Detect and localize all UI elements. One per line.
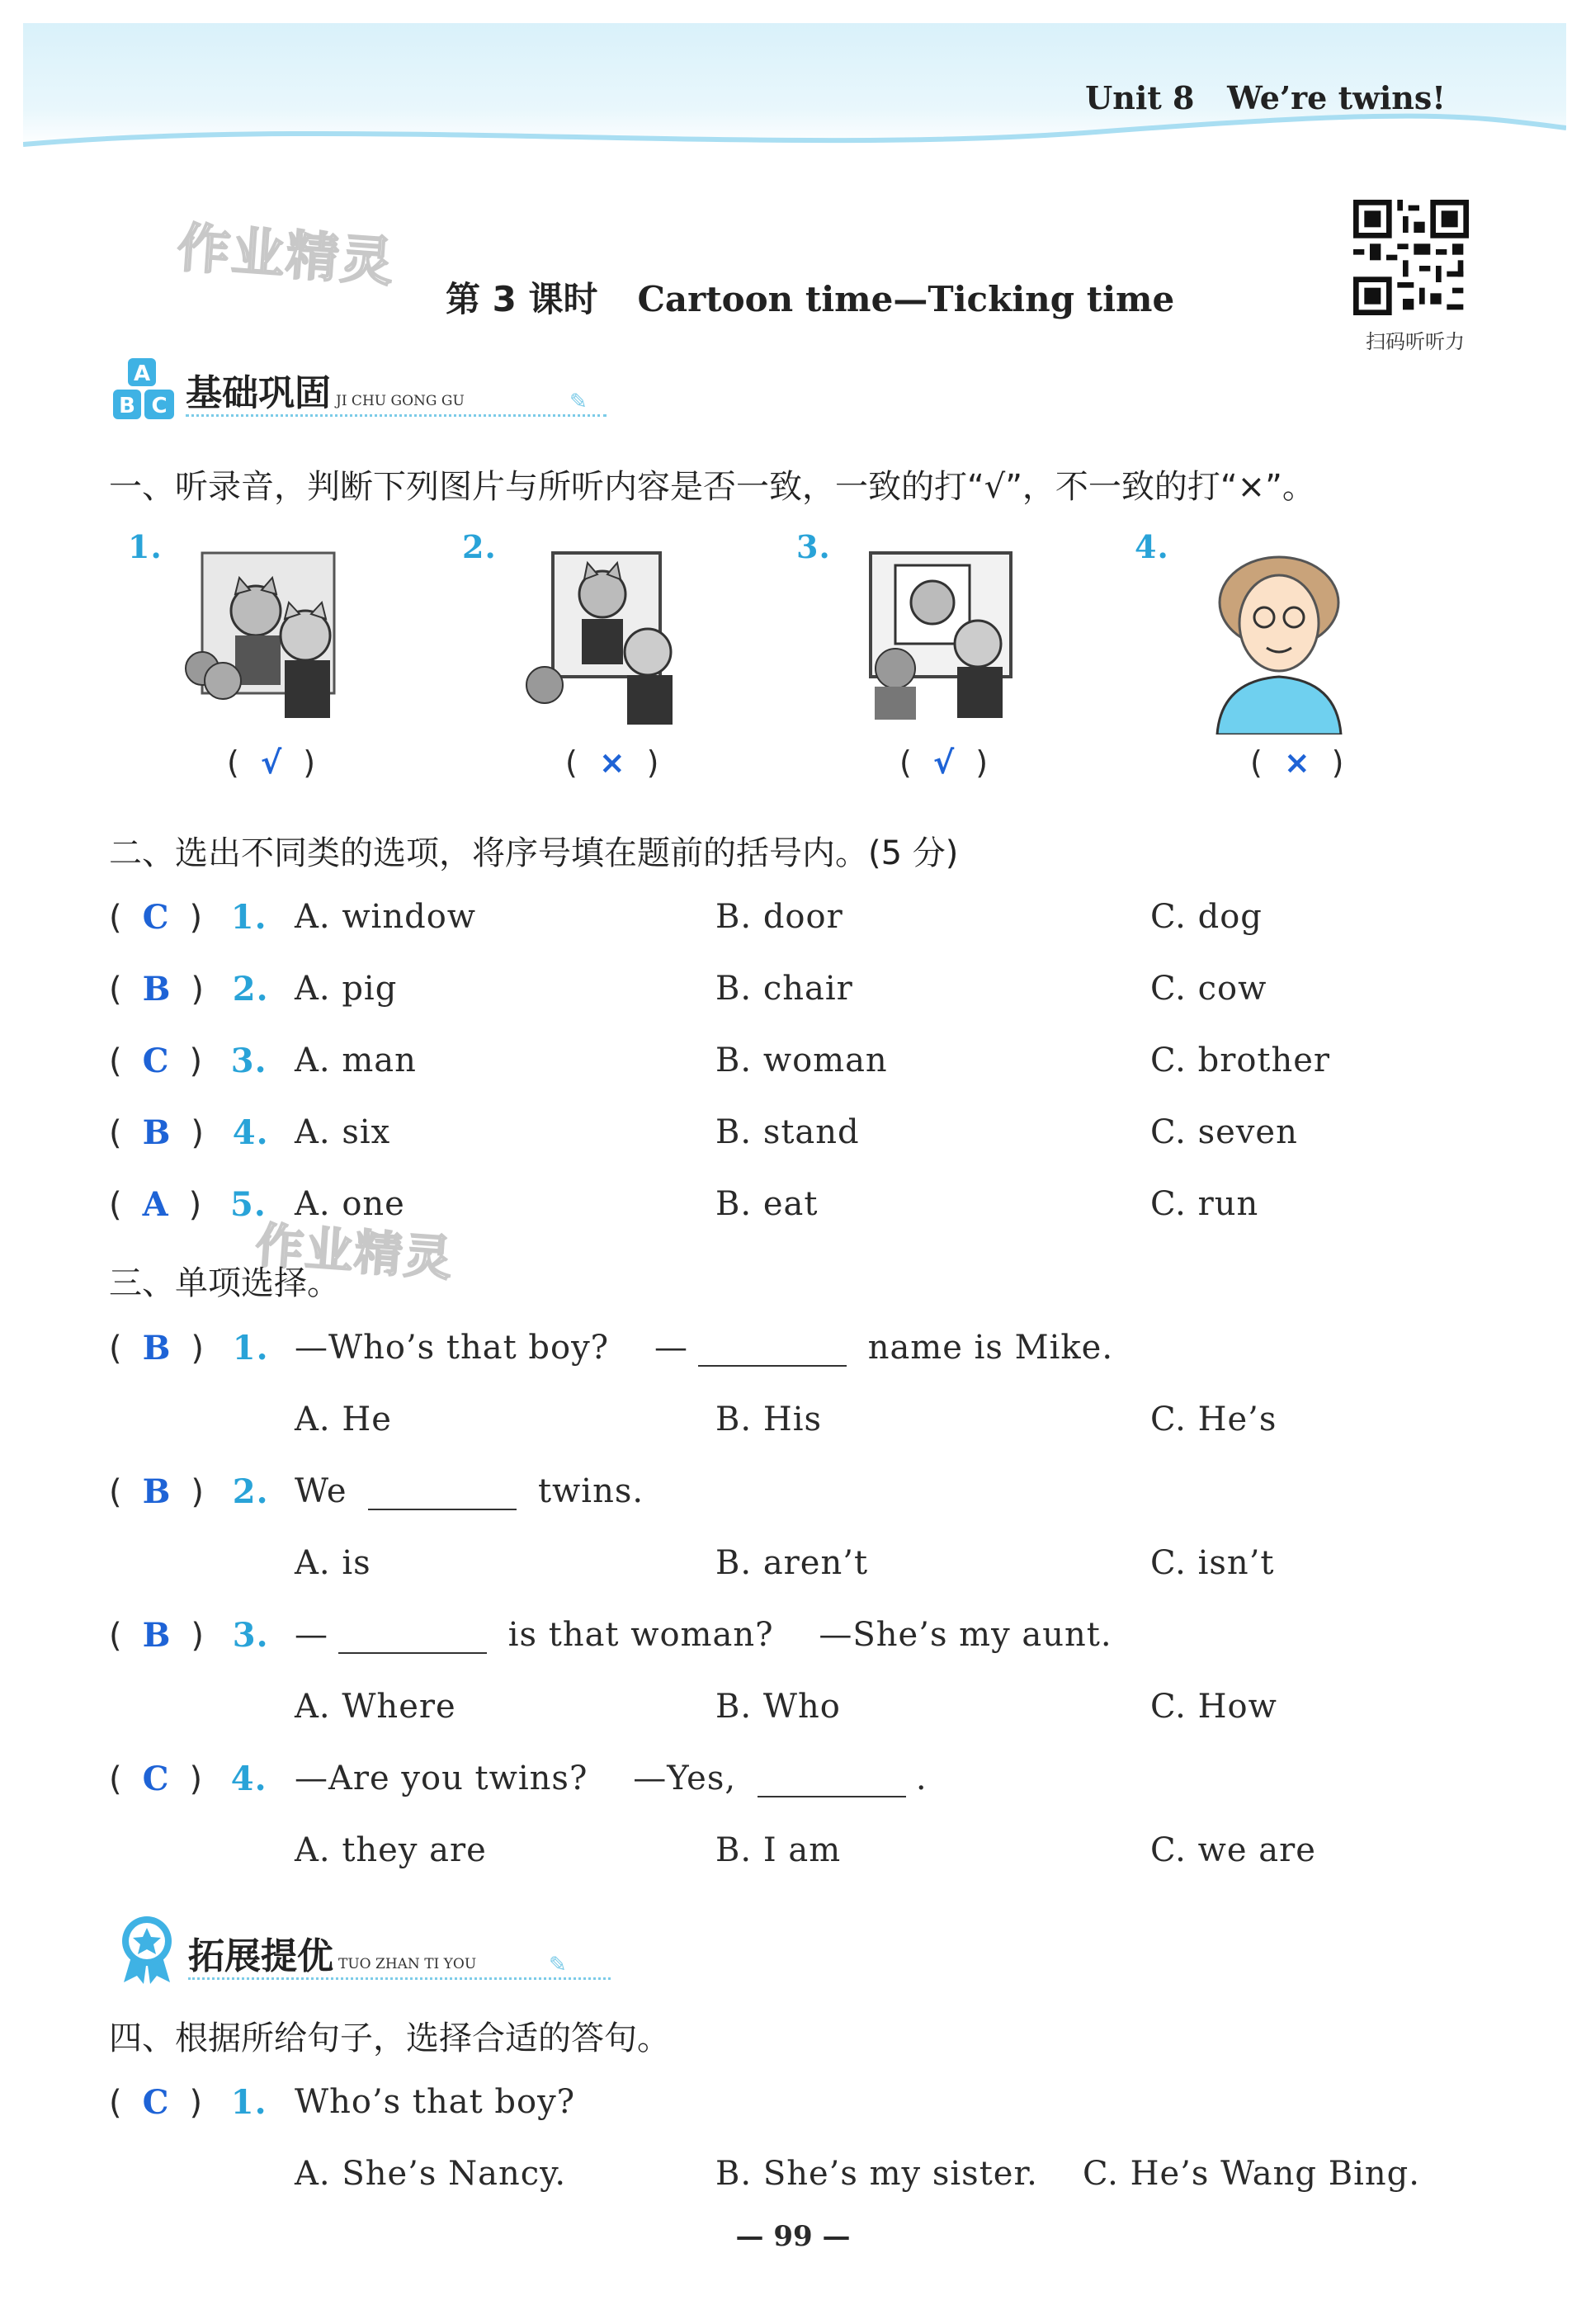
option-b: B. She’s my sister. bbox=[715, 2155, 1038, 2193]
q1-item-2 bbox=[462, 528, 734, 809]
section-extend-title: 拓展提优 bbox=[188, 1935, 333, 1977]
item-number: 4. bbox=[232, 1113, 269, 1152]
answer: B bbox=[142, 1113, 172, 1152]
option-b: B. woman bbox=[715, 1042, 888, 1079]
q2-row-4: ( B ) 4. A. six B. stand C. seven bbox=[109, 1113, 1298, 1152]
badge-letter-a: A bbox=[133, 361, 151, 386]
option-c: C. seven bbox=[1150, 1113, 1298, 1151]
option-c: C. How bbox=[1150, 1688, 1277, 1726]
answer-box: ( × ) bbox=[565, 744, 659, 781]
item-number: 1. bbox=[230, 2083, 267, 2122]
q4-question-1: ( C ) 1. Who’s that boy? bbox=[109, 2083, 576, 2122]
qr-label: 扫码听听力 bbox=[1366, 330, 1465, 353]
option-b: B. His bbox=[715, 1401, 823, 1438]
page-number: — 99 — bbox=[735, 2220, 851, 2253]
cat-portrait-icon bbox=[846, 545, 1036, 735]
item-number: 3. bbox=[796, 528, 831, 565]
answer: C bbox=[142, 1760, 170, 1798]
cat-framed-picture-icon bbox=[512, 545, 701, 735]
q1-item-1 bbox=[128, 528, 400, 809]
watermark-top: 作业精灵 bbox=[175, 217, 397, 295]
section-extend-pinyin: TUO ZHAN TI YOU bbox=[338, 1956, 477, 1972]
grandma-icon bbox=[1184, 545, 1374, 735]
stem-post: twins. bbox=[526, 1472, 644, 1510]
option-b: B. I am bbox=[715, 1831, 842, 1869]
stem-pre: We bbox=[295, 1472, 359, 1510]
option-a: A. She’s Nancy. bbox=[295, 2155, 567, 2193]
item-number: 3. bbox=[232, 1616, 269, 1655]
option-c: C. He’s Wang Bing. bbox=[1083, 2155, 1420, 2193]
option-b: B. stand bbox=[715, 1113, 860, 1151]
q3-question-3: ( B ) 3. — is that woman? —She’s my aunt. bbox=[109, 1616, 1112, 1655]
answer: A bbox=[142, 1185, 169, 1224]
star-ribbon-icon bbox=[116, 1913, 178, 1984]
option-b: B. aren’t bbox=[715, 1544, 869, 1582]
option-a: A. they are bbox=[295, 1831, 487, 1869]
option-b: B. door bbox=[715, 898, 843, 936]
option-a: A. He bbox=[295, 1401, 392, 1438]
stem-pre: —Are you twins? —Yes, bbox=[295, 1760, 748, 1797]
option-c: C. we are bbox=[1150, 1831, 1316, 1869]
stem-pre: — bbox=[295, 1616, 328, 1654]
answer-mark: × bbox=[1283, 744, 1310, 781]
item-number: 4. bbox=[1135, 528, 1169, 565]
option-c: C. run bbox=[1150, 1185, 1259, 1223]
q2-row-3: ( C ) 3. A. man B. woman C. brother bbox=[109, 1042, 1331, 1080]
stem-post: name is Mike. bbox=[856, 1329, 1114, 1367]
item-number: 5. bbox=[229, 1185, 267, 1224]
item-number: 2. bbox=[462, 528, 497, 565]
answer: C bbox=[142, 898, 170, 937]
item-number: 4. bbox=[230, 1760, 267, 1798]
pencil-icon: ✎ bbox=[569, 390, 588, 414]
two-cats-and-mouse-icon bbox=[177, 545, 367, 735]
q2-heading: 二、选出不同类的选项，将序号填在题前的括号内。(5 分) bbox=[109, 834, 959, 872]
abc-badge-icon bbox=[111, 357, 177, 423]
option-a: A. window bbox=[295, 898, 477, 936]
answer-blank bbox=[698, 1337, 847, 1367]
answer-blank bbox=[758, 1768, 906, 1797]
q2-row-5: ( A ) 5. A. one B. eat C. run bbox=[109, 1185, 1259, 1224]
item-number: 1. bbox=[230, 898, 267, 937]
q3-heading: 三、单项选择。 bbox=[109, 1264, 340, 1302]
answer-blank bbox=[338, 1624, 487, 1654]
item-number: 1. bbox=[128, 528, 163, 565]
q3-question-4: ( C ) 4. —Are you twins? —Yes, . bbox=[109, 1760, 928, 1798]
stem-pre: —Who’s that boy? — bbox=[295, 1329, 688, 1367]
item-number: 1. bbox=[232, 1329, 269, 1367]
q1-item-4 bbox=[1135, 528, 1407, 809]
answer: B bbox=[142, 970, 172, 1008]
watermark-middle: 作业精灵 bbox=[253, 1216, 456, 1287]
option-a: A. is bbox=[295, 1544, 371, 1582]
q2-row-1: ( C ) 1. A. window B. door C. dog bbox=[109, 898, 1263, 937]
option-a: A. Where bbox=[295, 1688, 456, 1726]
q2-row-2: ( B ) 2. A. pig B. chair C. cow bbox=[109, 970, 1267, 1008]
option-a: A. six bbox=[295, 1113, 391, 1151]
option-a: A. pig bbox=[295, 970, 398, 1008]
q1-item-3 bbox=[796, 528, 1069, 809]
badge-letter-b: B bbox=[119, 394, 135, 418]
option-b: B. chair bbox=[715, 970, 853, 1008]
lesson-title bbox=[446, 272, 1174, 322]
qr-code-icon[interactable] bbox=[1353, 200, 1469, 315]
answer-box: ( × ) bbox=[1250, 744, 1344, 781]
badge-letter-c: C bbox=[151, 394, 168, 418]
unit-title: Unit 8 We’re twins! bbox=[1085, 79, 1446, 116]
section-basic-title: 基础巩固 bbox=[186, 372, 331, 414]
q3-question-1: ( B ) 1. —Who’s that boy? — name is Mike. bbox=[109, 1329, 1114, 1367]
answer: B bbox=[142, 1472, 172, 1511]
q3-question-2: ( B ) 2. We twins. bbox=[109, 1472, 644, 1511]
q4-heading: 四、根据所给句子，选择合适的答句。 bbox=[109, 2019, 670, 2057]
answer-blank bbox=[368, 1481, 517, 1510]
option-c: C. He’s bbox=[1150, 1401, 1277, 1438]
answer: B bbox=[142, 1616, 172, 1655]
answer-box: ( √ ) bbox=[227, 744, 316, 781]
item-number: 2. bbox=[232, 970, 269, 1008]
q1-heading: 一、听录音，判断下列图片与所听内容是否一致，一致的打“√”，不一致的打“×”。 bbox=[109, 468, 1315, 506]
option-b: B. Who bbox=[715, 1688, 841, 1726]
option-c: C. isn’t bbox=[1150, 1544, 1275, 1582]
option-c: C. cow bbox=[1150, 970, 1267, 1008]
answer: B bbox=[142, 1329, 172, 1367]
answer-mark: √ bbox=[260, 744, 282, 781]
lesson-title-en: Cartoon time—Ticking time bbox=[637, 279, 1175, 319]
answer: C bbox=[142, 1042, 170, 1080]
answer-box: ( √ ) bbox=[899, 744, 989, 781]
option-c: C. dog bbox=[1150, 898, 1263, 936]
answer: C bbox=[142, 2083, 170, 2122]
option-c: C. brother bbox=[1150, 1042, 1331, 1079]
stem-post: . bbox=[915, 1760, 928, 1797]
item-number: 2. bbox=[232, 1472, 269, 1511]
option-a: A. man bbox=[295, 1042, 417, 1079]
lesson-number: 第 3 课时 bbox=[446, 279, 598, 319]
option-a: A. one bbox=[295, 1185, 405, 1223]
answer-mark: √ bbox=[932, 744, 955, 781]
stem-post: is that woman? —She’s my aunt. bbox=[497, 1616, 1112, 1654]
section-basic-header bbox=[111, 357, 607, 423]
option-b: B. eat bbox=[715, 1185, 819, 1223]
item-number: 3. bbox=[230, 1042, 267, 1080]
section-extend-header bbox=[116, 1913, 611, 1987]
section-basic-pinyin: JI CHU GONG GU bbox=[336, 393, 465, 409]
pencil-icon: ✎ bbox=[549, 1953, 567, 1977]
question-text: Who’s that boy? bbox=[295, 2083, 576, 2121]
answer-mark: × bbox=[598, 744, 625, 781]
